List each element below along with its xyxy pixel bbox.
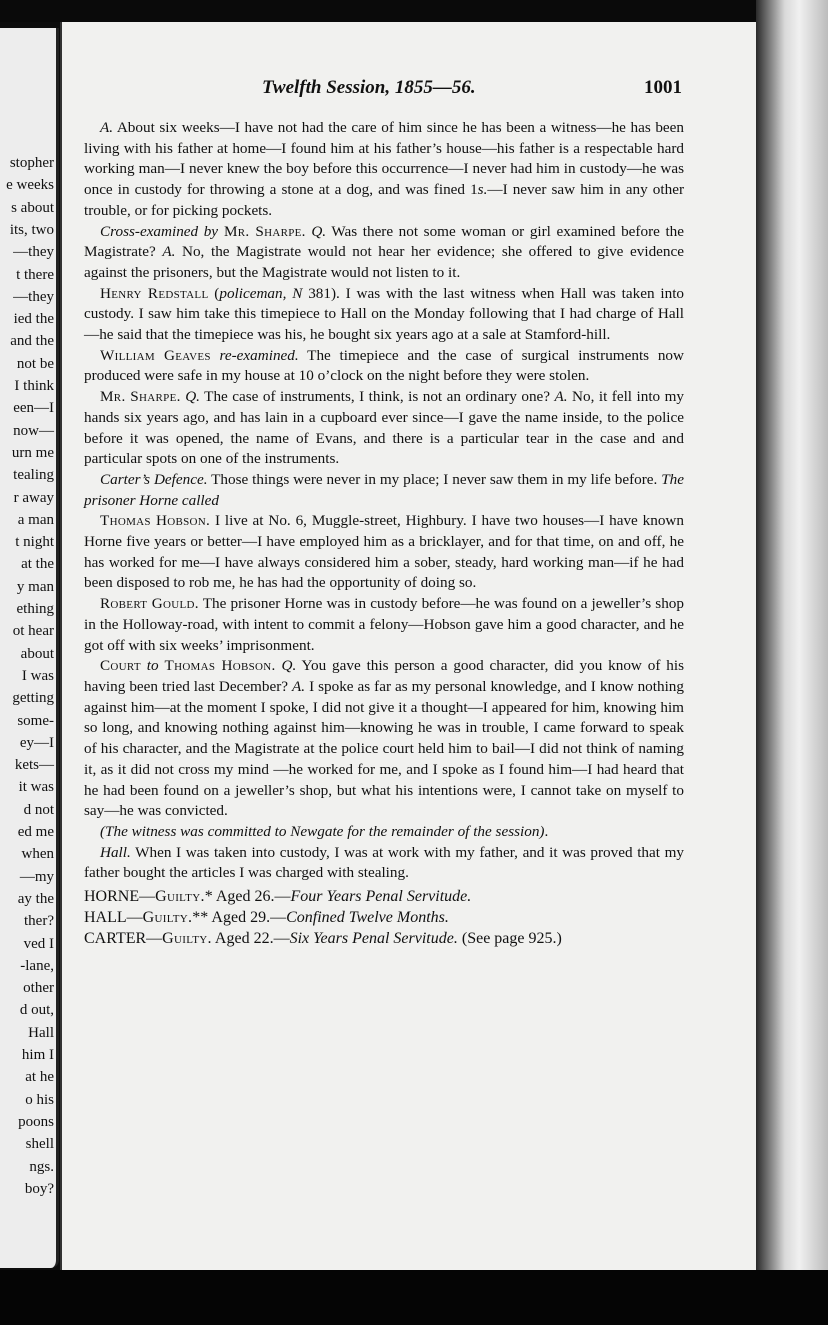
facing-page-fragment: y man — [16, 578, 54, 595]
facing-page-fragment: r away — [13, 489, 54, 506]
paragraph — [84, 118, 684, 222]
facing-page-fragment: at the — [21, 556, 54, 573]
facing-page-fragment: a man — [17, 511, 54, 528]
verdict-line — [84, 928, 684, 949]
facing-page-fragment: at he — [25, 1069, 54, 1086]
facing-page-fragment: e weeks — [6, 177, 54, 194]
text-run: Q. — [311, 222, 327, 240]
text-run: to — [140, 657, 159, 675]
paragraph — [84, 284, 684, 346]
text-run: William Geaves — [100, 346, 211, 364]
bottom-shadow — [0, 1270, 828, 1325]
text-run: Was there not some woman or girl examined before the Magistrate? — [84, 222, 685, 261]
text-run: When I was taken into custody, I was at work with my father, and it was proved that my father bought the articles I was charged with stealing. — [84, 843, 684, 882]
facing-page-fragment: ther? — [24, 913, 54, 930]
text-run: A. — [554, 388, 568, 406]
paragraph-list — [84, 118, 684, 884]
book-page — [60, 22, 762, 1270]
text-run: The timepiece and the case of surgical instruments now produced were safe in my house at 10 o’clock on the night before they were stolen. — [84, 346, 684, 385]
facing-page-fragment: stopher — [9, 155, 54, 171]
facing-page-fragment: about — [20, 645, 54, 662]
paragraph — [84, 822, 684, 843]
page-number: 1001 — [644, 77, 682, 98]
text-run: CARTER— — [84, 930, 163, 948]
facing-page-fragment: getting — [12, 690, 54, 707]
facing-page-fragment: not be — [16, 355, 54, 372]
paragraph — [84, 594, 684, 656]
facing-page-fragment: when — [21, 846, 54, 863]
facing-page-fragment: ay the — [17, 890, 54, 907]
text-run: (See page 925.) — [457, 930, 562, 948]
paragraph — [84, 346, 684, 387]
text-run: Guilty. — [155, 888, 205, 906]
text-run: Thomas Hobson. — [100, 512, 211, 530]
text-run: Aged 22.— — [211, 930, 290, 948]
facing-page-fragment: it was — [18, 779, 54, 796]
text-run: ( — [208, 284, 220, 302]
facing-page-fragment: ed me — [17, 824, 54, 840]
facing-page-fragment: d out, — [19, 1002, 54, 1019]
text-run: HORNE— — [84, 888, 156, 906]
text-run: The prisoner Horne was in custody before—he was found on a jeweller’s shop in the Holloway-road, with intent to commit a felony—Hobson gave him a good character, and he got off with six weeks’ imprisonment. — [84, 595, 684, 654]
facing-page-fragment: I was — [21, 667, 54, 684]
text-run: s. — [477, 181, 488, 199]
text-run: No, the Magistrate would not hear her evidence; she offered to give evidence against the prisoners, but the Magistrate would not listen to it. — [84, 243, 684, 281]
text-run: About six weeks—I have not had the care of him since he has been a witness—he has been living with his father at home—I found him at his father’s house—his father is a respectable hard working man—I never knew the boy before this occurrence—I never had him in custody—he was once in custody for throwing a stone at a dog, and was fined 1 — [84, 119, 684, 199]
facing-page-fragment: ngs. — [29, 1158, 54, 1175]
facing-page-fragment: Hall — [28, 1024, 54, 1041]
text-run: The case of instruments, I think, is not an ordinary one? — [199, 388, 555, 406]
paragraph — [84, 843, 684, 884]
facing-page-fragment: ved I — [23, 935, 54, 952]
text-run: HALL— — [84, 909, 143, 927]
verdict-line — [84, 886, 684, 907]
paragraph — [84, 511, 684, 594]
text-run: Mr. Sharpe. — [100, 388, 181, 406]
facing-page-fragment: some- — [17, 712, 54, 729]
session-title: Twelfth Session, 1855—56. — [262, 77, 476, 98]
text-run: Six Years Penal Servitude. — [289, 930, 458, 948]
facing-page-fragment: ething — [16, 601, 54, 617]
text-run: Q. — [185, 388, 200, 406]
text-run: I live at No. 6, Muggle-street, Highbury. I have two houses—I have known Horne five years or better—I have employed him as a bricklayer, and for that time, on and off, he has worked for me—I have always considered him a sober, steady, hard working man—if he had been disposed to rob me, he has had the opportunity of doing so. — [84, 512, 684, 592]
text-run: 381). I was with the last witness when Hall was taken into custody. I saw him take this timepiece to Hall on the Monday following that I had charge of Hall—he said that the timepiece was his, he bought six years ago at a sale at Stamford-hill. — [84, 284, 685, 344]
text-run: I spoke as far as my personal knowledge, and I know nothing against him—at the moment I spoke, I did not give it a thought—I appeared for him, knowing him so long, and knowing nothing against him—knowing he was in trouble, I came forward to speak of his character, and the Magistrate at the police court held him to bail—I did not think of naming it, as it did not cross my mind —he worked for me, and I spoke as I found him—I had heard that he had been found on a jeweller’s shop, but what his intentions were, I cannot take on myself to say—he was convicted. — [84, 677, 684, 820]
text-run: Guilty. — [142, 909, 193, 927]
paragraph — [84, 656, 684, 822]
facing-page-fragment: t there — [16, 266, 54, 283]
running-head — [262, 77, 682, 99]
facing-page-fragment: poons — [18, 1113, 54, 1130]
text-run: Guilty. — [162, 930, 212, 948]
text-run: A. — [162, 243, 176, 261]
facing-page-fragment: I think — [14, 378, 54, 394]
body-text — [84, 118, 684, 949]
paragraph — [84, 222, 684, 284]
facing-page-fragment: —they — [13, 288, 54, 305]
facing-page-fragment: now— — [13, 422, 54, 439]
text-run: Q. — [281, 657, 297, 675]
facing-page-fragment: tealing — [13, 467, 54, 484]
facing-page-fragment: s about — [11, 199, 54, 216]
text-run: (The witness was committed to Newgate for the remainder of the session) — [100, 822, 545, 840]
verdict-list — [84, 886, 684, 949]
paragraph — [84, 387, 684, 470]
paragraph — [84, 470, 684, 511]
text-run: Confined Twelve Months. — [286, 909, 449, 927]
facing-page-fragment: —they — [13, 244, 54, 261]
text-run: Those things were never in my place; I never saw them in my life before. — [207, 470, 662, 488]
facing-page-fragment: him I — [21, 1047, 54, 1063]
facing-page-fragment: urn me — [11, 444, 54, 461]
facing-page-fragment: ot hear — [12, 623, 54, 640]
top-shadow — [0, 0, 828, 22]
facing-page-fragment: t night — [15, 534, 54, 551]
facing-page-fragment: een—I — [13, 400, 54, 417]
text-run: policeman, N — [219, 284, 303, 302]
text-run: A. — [292, 677, 306, 695]
facing-page-fragment: ey—I — [19, 734, 54, 751]
facing-page-fragment: -lane, — [20, 957, 54, 974]
book-edge — [756, 0, 828, 1325]
text-run: Cross-examined by — [100, 222, 219, 240]
text-run: —I never saw him in any other trouble, or for picking pockets. — [84, 181, 684, 219]
text-run: No, it fell into my hands six years ago, and has lain in a cupboard ever since—I gave the name inside, to the police before it was opened, the name of Evans, and there is a particular tear in the case and and particular spots on one of the instruments. — [84, 388, 685, 468]
text-run: Court — [100, 657, 141, 675]
text-run: You gave this person a good character, did you know of his having been tried last December? — [84, 657, 684, 695]
facing-page-fragment: o his — [25, 1091, 54, 1108]
text-run: Four Years Penal Servitude. — [290, 888, 472, 906]
text-run: Mr. Sharpe. — [218, 222, 306, 240]
text-run: * Aged 26.— — [204, 888, 291, 906]
facing-page-fragment: other — [23, 980, 54, 997]
text-run: re-examined. — [210, 346, 299, 364]
text-run: The prisoner Horne called — [84, 470, 684, 509]
facing-page-edge — [0, 28, 59, 1268]
facing-page-fragment: shell — [25, 1136, 54, 1153]
verdict-line — [84, 907, 684, 928]
facing-page-fragment: —my — [19, 868, 54, 885]
text-run: Henry Redstall — [100, 284, 209, 302]
text-run: ** Aged 29.— — [192, 909, 287, 927]
facing-page-fragment: and the — [10, 333, 54, 350]
text-run: Carter’s Defence. — [100, 470, 208, 488]
text-run: . — [544, 822, 549, 840]
text-run: Hall. — [100, 843, 131, 861]
facing-page-fragment: d not — [23, 801, 54, 818]
facing-page-fragment: ied the — [13, 311, 54, 328]
text-run: Thomas Hobson. — [158, 657, 276, 675]
facing-page-fragment: kets— — [14, 757, 54, 774]
facing-page-fragment: boy? — [24, 1180, 54, 1197]
facing-page-fragment: its, two — [9, 221, 54, 238]
text-run: A. — [100, 119, 114, 136]
text-run: Robert Gould. — [100, 595, 199, 613]
